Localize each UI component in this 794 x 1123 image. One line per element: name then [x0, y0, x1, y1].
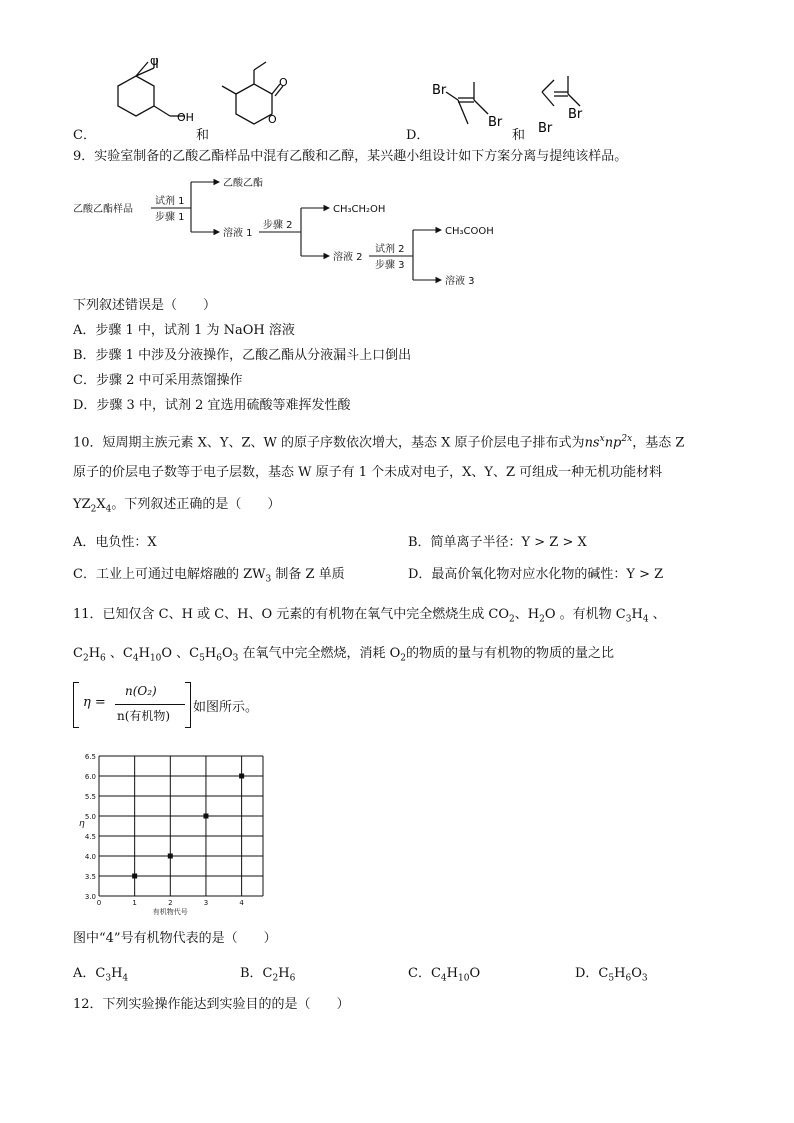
flow-step1: 步骤 1	[155, 212, 185, 223]
flow-product2: CH₃CH₂OH	[333, 204, 386, 215]
data-point	[203, 814, 208, 819]
q10-option-b: B．简单离子半径：Y > Z > X	[408, 535, 587, 550]
atom-label: O	[279, 76, 288, 89]
flow-solution3: 溶液 3	[445, 276, 475, 287]
q10-line1: 10．短周期主族元素 X、Y、Z、W 的原子序数依次增大，基态 X 原子价层电子排布式为$ns^xnp^{2x}$，基态 Z	[73, 434, 685, 451]
q9-option-a: A．步骤 1 中，试剂 1 为 NaOH 溶液	[73, 323, 295, 338]
q9-stem: 9．实验室制备的乙酸乙酯样品中混有乙酸和乙醇，某兴趣小组设计如下方案分离与提纯该样品。	[73, 149, 628, 164]
flow-reagent2: 试剂 2	[375, 244, 405, 255]
q11-option-c: C．$C_4H_{10}O$	[408, 966, 481, 984]
structure-cyclohexane-aldehyde	[88, 58, 198, 138]
q11-option-a: A．$C_3H_4$	[73, 966, 129, 984]
q9-option-d: D．步骤 3 中，试剂 2 宜选用硫酸等难挥发性酸	[73, 398, 351, 413]
data-point	[168, 854, 173, 859]
flow-step3: 步骤 3	[375, 260, 405, 271]
q9-option-b: B．步骤 1 中涉及分液操作，乙酸乙酯从分液漏斗上口倒出	[73, 348, 412, 363]
y-tick-label: 6.0	[84, 773, 96, 781]
q10-option-c: C．工业上可通过电解熔融的 $ZW_3$ 制备 Z 单质	[73, 567, 345, 585]
option-d-label: D．	[406, 128, 430, 143]
eta-formula	[73, 682, 191, 726]
q11-option-d: D．$C_5H_6O_3$	[575, 966, 648, 984]
atom-label: Br	[488, 115, 503, 130]
atom-label: O	[268, 113, 277, 126]
atom-label: Br	[432, 83, 447, 98]
q10-line3: $YZ_2X_4$。下列叙述正确的是（ ）	[73, 497, 281, 515]
q10-option-a: A．电负性：X	[73, 535, 157, 550]
q11-option-b: B．$C_2H_6$	[240, 966, 296, 984]
flow-reagent1: 试剂 1	[155, 196, 185, 207]
structure-dibromoalkene-2	[524, 62, 604, 138]
flow-product3: CH₃COOH	[445, 226, 494, 237]
structure-lactone	[206, 54, 306, 138]
atom-label: Br	[538, 121, 553, 136]
flow-product1: 乙酸乙酯	[223, 178, 263, 189]
x-tick-label: 4	[239, 899, 244, 907]
q11-line1: 11．已知仅含 C、H 或 C、H、O 元素的有机物在氧气中完全燃烧生成 $CO_2$、$H_2O$ 。有机物 $C_3H_4$ 、	[73, 607, 666, 625]
option-c-label: C．	[73, 128, 96, 143]
y-tick-label: 4.5	[84, 833, 96, 841]
atom-label: OH	[177, 111, 194, 124]
flow-start: 乙酸乙酯样品	[73, 204, 133, 215]
bracket-right	[185, 682, 191, 728]
q10-line2: 原子的价层电子数等于电子层数，基态 W 原子有 1 个未成对电子，X、Y、Z 可组成一种无机功能材料	[73, 465, 663, 480]
bracket-left	[73, 682, 79, 728]
fraction-bar	[115, 704, 185, 705]
q9-question: 下列叙述错误是（ ）	[73, 298, 217, 313]
q9-option-c: C．步骤 2 中可采用蒸馏操作	[73, 373, 243, 388]
y-tick-label: 5.0	[84, 813, 96, 821]
q11-line2: $C_2H_6$ 、$C_4H_{10}O$ 、$C_5H_6O_3$ 在氧气中完全燃烧，消耗 $O_2$的物质的量与有机物的物质的量之比	[73, 646, 615, 664]
y-tick-label: 6.5	[84, 753, 96, 761]
atom-label: Br	[568, 107, 583, 122]
x-tick-label: 2	[168, 899, 173, 907]
flow-solution1: 溶液 1	[223, 228, 253, 239]
y-axis-label: η	[79, 819, 85, 829]
q12-stem: 12．下列实验操作能达到实验目的的是（ ）	[73, 997, 350, 1012]
x-axis-label: 有机物代号	[152, 908, 188, 916]
x-tick-label: 3	[203, 899, 209, 907]
eta-denominator: n(有机物)	[117, 709, 171, 723]
y-tick-label: 5.5	[84, 793, 96, 801]
eta-symbol: η =	[83, 695, 106, 710]
flow-step2: 步骤 2	[263, 220, 293, 231]
x-tick-label: 1	[132, 899, 137, 907]
y-tick-label: 3.0	[84, 893, 96, 901]
x-tick-label: 0	[96, 899, 102, 907]
data-point	[239, 774, 244, 779]
eta-chart	[73, 748, 273, 920]
q9-flow-diagram	[73, 168, 513, 292]
eta-numerator: n(O₂)	[125, 684, 157, 698]
config-np: np	[604, 435, 622, 451]
q11-question: 图中“4”号有机物代表的是（ ）	[73, 931, 277, 946]
data-point	[132, 874, 137, 879]
y-tick-label: 3.5	[84, 873, 96, 881]
config-ns: ns	[584, 435, 600, 451]
flow-solution2: 溶液 2	[333, 252, 363, 263]
atom-label: O	[150, 58, 159, 68]
eta-tail-text: 如图所示。	[193, 700, 259, 715]
y-tick-label: 4.0	[84, 853, 96, 861]
q10-option-d: D．最高价氧化物对应水化物的碱性：Y > Z	[408, 567, 664, 582]
option-c-conjunction: 和	[196, 128, 210, 143]
formula-yz2x4: YZ	[73, 497, 91, 512]
option-d-conjunction: 和	[512, 128, 526, 143]
structure-dibromoalkene-1	[424, 74, 514, 138]
